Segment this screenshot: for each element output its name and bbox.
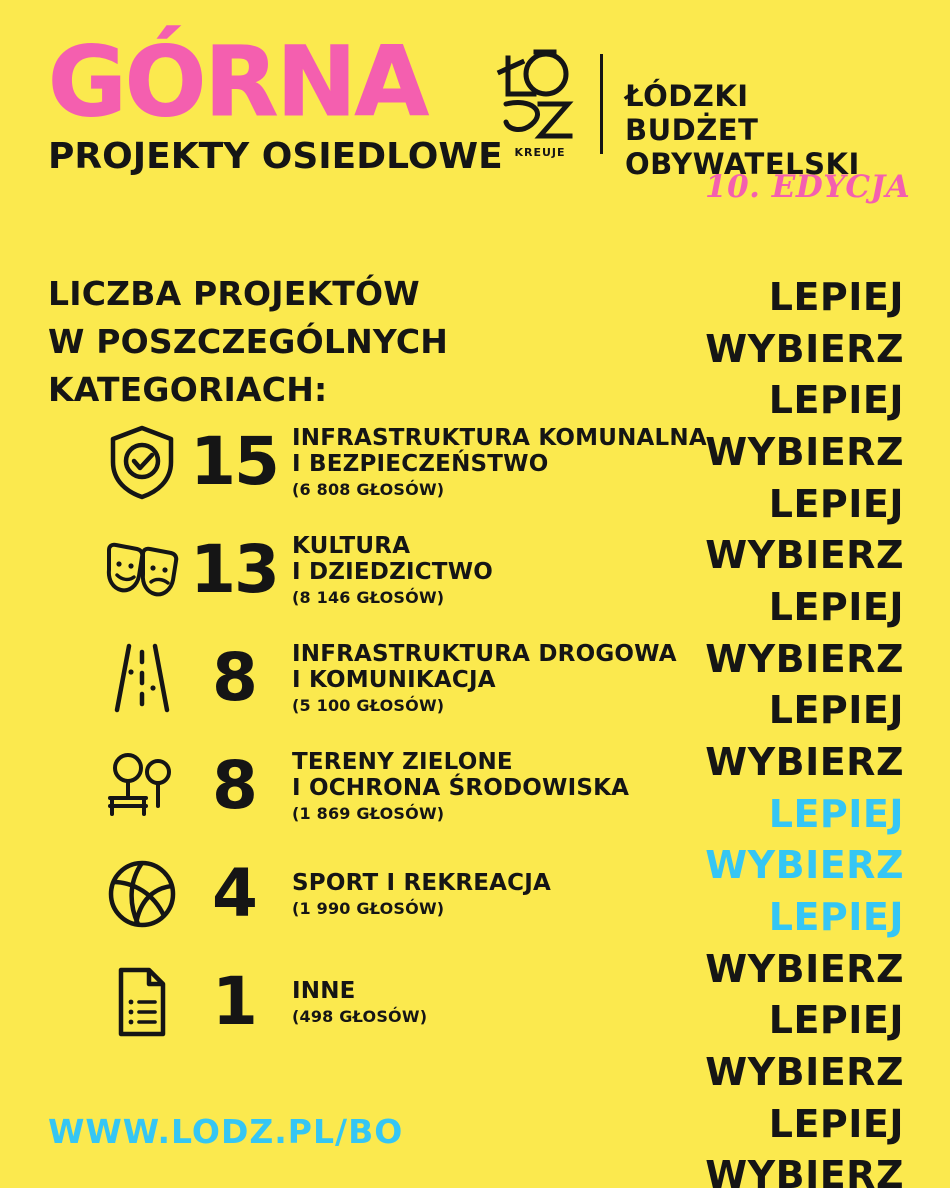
category-count: 15 [190,423,278,500]
slogan-line: WYBIERZ [705,1153,904,1188]
page-title: GÓRNA [48,26,427,138]
slogan-line: LEPIEJ [768,378,904,423]
category-row [100,516,720,624]
logo-divider [600,54,603,154]
slogan-line: LEPIEJ [768,585,904,630]
slogan-line: WYBIERZ [705,533,904,578]
slogan-line: LEPIEJ [768,481,904,526]
slogan-line: LEPIEJ [768,791,904,836]
category-row [100,624,720,732]
slogan-line: LEPIEJ [768,895,904,940]
slogan-line: WYBIERZ [705,843,904,888]
category-row [100,948,720,1056]
category-count: 1 [212,963,256,1040]
section-heading-line-2: W POSZCZEGÓLNYCH KATEGORIACH: [48,321,449,409]
category-votes: (5 100 GŁOSÓW) [292,696,445,716]
category-list [100,408,720,1056]
category-row [100,408,720,516]
brand-line-3: OBYWATELSKI [625,146,860,181]
category-votes: (6 808 GŁOSÓW) [292,480,445,500]
shield-check-icon [100,420,184,504]
category-name-line-2: I KOMUNIKACJA [292,667,496,693]
section-heading-line-1: LICZBA PROJEKTÓW [48,274,420,313]
category-count: 13 [190,531,278,608]
park-trees-icon [100,744,184,828]
category-text [284,425,707,500]
brand-line-2: BUDŻET [625,112,759,147]
slogan-line: WYBIERZ [705,430,904,475]
category-votes: (1 869 GŁOSÓW) [292,804,445,824]
brand-wordmark [625,48,860,182]
category-count: 8 [212,639,256,716]
category-name-line-2: I DZIEDZICTWO [292,559,494,585]
section-heading [48,270,688,414]
theatre-masks-icon [100,528,184,612]
category-votes: (8 146 GŁOSÓW) [292,588,445,608]
volleyball-icon [100,852,184,936]
category-name-line-1: INFRASTRUKTURA DROGOWA [292,640,677,667]
slogan-line: LEPIEJ [768,688,904,733]
category-name-line-2: I BEZPIECZEŃSTWO [292,451,549,477]
slogan-line: WYBIERZ [705,326,904,371]
website-url[interactable]: WWW.LODZ.PL/BO [48,1112,404,1151]
category-text [284,749,629,824]
slogan-line: WYBIERZ [705,1050,904,1095]
brand-line-1: ŁÓDZKI [625,79,749,113]
category-votes: (1 990 GŁOSÓW) [292,899,445,919]
lodz-kreuje-logo-icon [492,48,588,168]
slogan-line: WYBIERZ [705,740,904,785]
title-block [48,26,503,178]
edition-badge: 10. EDYCJA [705,169,911,205]
slogan-line: WYBIERZ [705,636,904,681]
category-row [100,732,720,840]
category-row [100,840,720,948]
category-count: 4 [212,855,256,932]
category-name-line-2: I OCHRONA ŚRODOWISKA [292,775,630,801]
category-text [284,533,493,608]
page-subtitle: PROJEKTY OSIEDLOWE [48,136,503,178]
slogan-line: LEPIEJ [768,998,904,1043]
category-name-line-1: INFRASTRUKTURA KOMUNALNA [292,424,707,451]
category-name-line-1: KULTURA [292,532,411,559]
category-name-line-1: SPORT I REKREACJA [292,869,552,896]
poster-header [0,26,950,224]
svg-text:KREUJE: KREUJE [514,146,566,159]
category-text [284,641,677,716]
road-icon [100,636,184,720]
document-list-icon [100,960,184,1044]
slogan-line: LEPIEJ [768,275,904,319]
category-text [284,870,551,918]
slogan-line: WYBIERZ [705,946,904,991]
slogan-column [684,272,904,1188]
slogan-line: LEPIEJ [768,1101,904,1146]
category-text [284,978,427,1026]
category-name-line-1: INNE [292,977,356,1004]
category-name-line-1: TERENY ZIELONE [292,748,513,775]
category-votes: (498 GŁOSÓW) [292,1007,428,1027]
category-count: 8 [212,747,256,824]
brand-logo-cluster [492,48,860,182]
